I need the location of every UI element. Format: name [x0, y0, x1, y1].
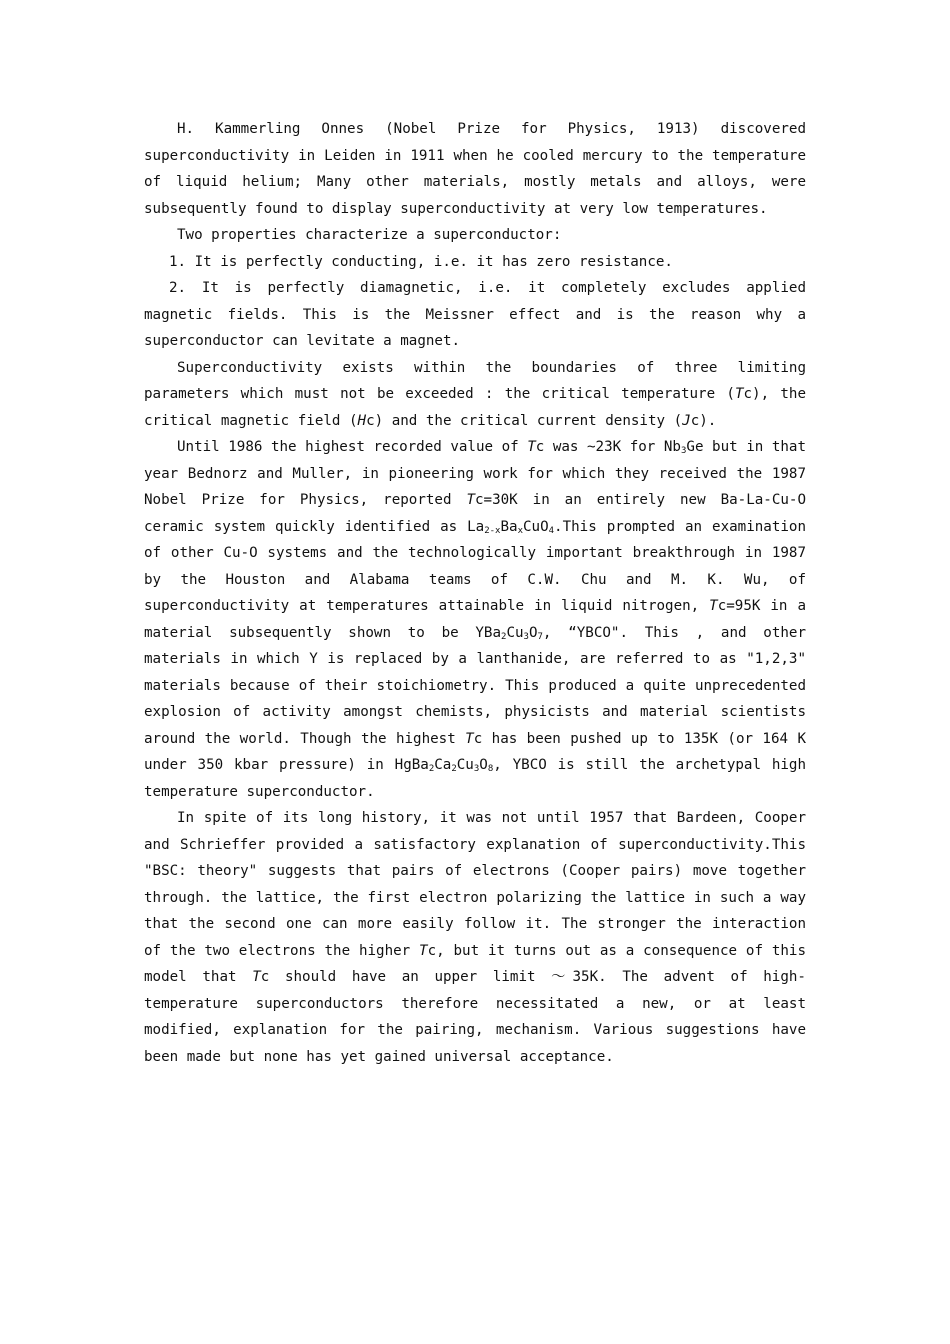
document-body	[144, 116, 806, 1070]
paragraph-limiting-parameters: Superconductivity exists within the boundaries of three limiting parameters which must not be exceeded : the critical temperature (Tc), the critical magnetic field (Hc) and the critical current density (Jc).	[144, 359, 806, 429]
paragraph-properties-intro: Two properties characterize a superconductor:	[177, 227, 562, 243]
paragraph-bcs-theory: In spite of its long history, it was not until 1957 that Bardeen, Cooper and Schrieffer provided a satisfactory explanation of superconductivity.This "BSC: theory" suggests that pairs of electrons (Cooper pairs) move together through. the lattice, the first electron polarizing the lattice in such a way that the second one can more easily follow it. The stronger the interaction of the two electrons the higher Tc, but it turns out as a consequence of this model that Tc should have an upper limit ～35K. The advent of high-temperature superconductors therefore necessitated a new, or at least modified, explanation for the pairing, mechanism. Various suggestions have been made but none has yet gained universal acceptance.	[144, 810, 806, 1065]
paragraph-history-1986: Until 1986 the highest recorded value of Tc was ~23K for $Nb_3Ge$ but in that year Bednorz and Muller, in pioneering work for which they received the 1987 Nobel Prize for Physics, reported Tc=30K in an entirely new Ba-La-Cu-O ceramic system quickly identified as $La_{2-x}Ba_xCuO_4.This$ prompted an examination of other Cu-O systems and the technologically important breakthrough in 1987 by the Houston and Alabama teams of C.W. Chu and M. K. Wu, of superconductivity at temperatures attainable in liquid nitrogen, Tc=95K in a material subsequently shown to be $YBa_2Cu_3O_7$, “YBCO". This , and other materials in which Y is replaced by a lanthanide, are referred to as "1,2,3" materials because of their stoichiometry. This produced a quite unprecedented explosion of activity amongst chemists, physicists and material scientists around the world. Though the highest Tc has been pushed up to 135K (or 164 K under 350 kbar pressure) in $HgBa_2Ca_2Cu_3O_8$, YBCO is still the archetypal high temperature superconductor.	[144, 439, 806, 800]
list-item-conducting: 1. It is perfectly conducting, i.e. it has zero resistance.	[169, 253, 673, 270]
list-item-diamagnetic: 2. It is perfectly diamagnetic, i.e. it completely excludes applied magnetic fields. This is the Meissner effect and is the reason why a superconductor can levitate a magnet.	[144, 280, 806, 349]
paragraph-discovery: H. Kammerling Onnes (Nobel Prize for Physics, 1913) discovered superconductivity in Leiden in 1911 when he cooled mercury to the temperature of liquid helium; Many other materials, mostly metals and alloys, were subsequently found to display superconductivity at very low temperatures.	[144, 121, 806, 217]
